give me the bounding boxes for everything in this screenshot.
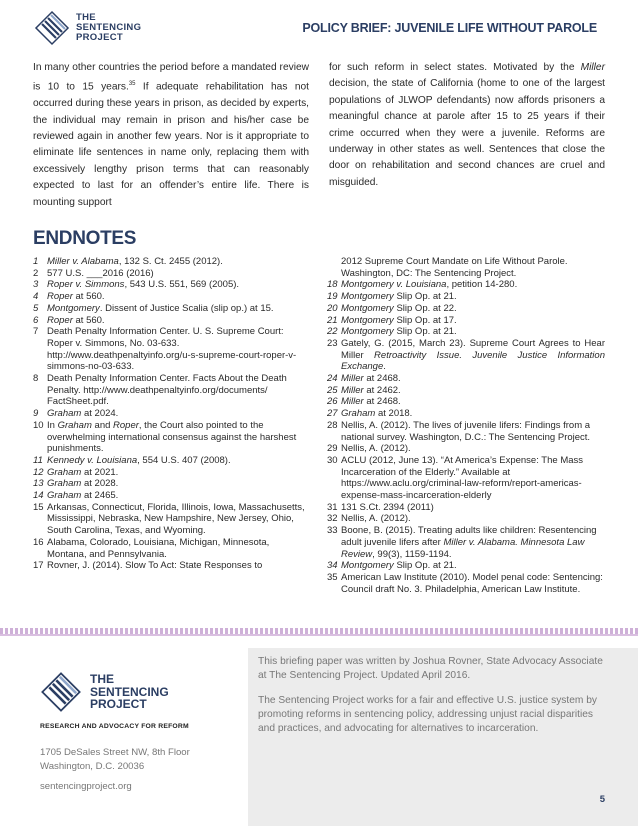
- intro-left-column: In many other countries the period before a mandated review is 10 to 15 years.$^{35}$ If adequate rehabilitation has not occurred during these years in prison, as decided by experts, the individual may remain in prison and his/her case be reviewed again in another few years. Nor is it appropriate to eliminate life sentences in name only, replacing them with excessively lengthy prison terms that can reasonably expected to last for an offender’s entire life. There is mounting support: [33, 62, 309, 208]
- endnote-text: Roper at 560.: [47, 291, 105, 303]
- footer-info-panel: [248, 648, 638, 826]
- endnote-text: Miller v. Alabama, 132 S. Ct. 2455 (2012).: [47, 256, 223, 267]
- endnote-item: [327, 443, 605, 455]
- endnote-number: 17: [33, 560, 44, 572]
- endnote-item: [33, 291, 311, 303]
- endnote-number: 26: [327, 396, 338, 408]
- endnote-text: 577 U.S. ___2016 (2016): [47, 267, 154, 279]
- footer-mission-statement: The Sentencing Project works for a fair and effective U.S. justice system by promoting reforms in sentencing policy, addressing unjust racial disparities and practices, and advocating for alternatives to incarceration.: [258, 695, 597, 735]
- endnotes-left-column: [33, 256, 311, 595]
- endnotes-right-column: [327, 256, 605, 595]
- endnote-text: Montgomery Slip Op. at 21.: [341, 326, 457, 338]
- endnote-text: ACLU (2012, June 13). “At America’s Expense: The Mass Incarceration of the Elderly.” Available at https://www.aclu.org/criminal-law-reform/report-americas-expense-mass-incarceration-elderly: [341, 454, 584, 502]
- endnotes-heading: ENDNOTES: [33, 228, 137, 249]
- endnote-item: [327, 326, 605, 338]
- endnote-number: 7: [33, 326, 39, 338]
- endnote-text: Nellis, A. (2012).: [341, 443, 411, 455]
- endnote-text: Nellis, A. (2012). The lives of juvenile lifers: Findings from a national survey. Washington, D.C.: The Sentencing Project.: [341, 419, 591, 443]
- endnote-item: [327, 502, 605, 514]
- endnote-item: [327, 572, 605, 595]
- endnote-number: 31: [327, 501, 338, 513]
- endnote-number: 16: [33, 536, 44, 548]
- endnote-number: 10: [33, 419, 44, 431]
- sentencing-project-logo[interactable]: [34, 10, 141, 46]
- endnote-item: [327, 560, 605, 572]
- endnote-text: Miller at 2468.: [341, 373, 401, 385]
- endnote-text: Miller at 2468.: [341, 396, 401, 408]
- endnote-text: Roper v. Simmons, 543 U.S. 551, 569 (2005).: [47, 279, 240, 291]
- endnote-text: Death Penalty Information Center. U. S. Supreme Court: Roper v. Simmons, No. 03-633. http://www.deathpenaltyinfo.org/u-s-supreme-court-roper-v-simmons-no-03-633.: [47, 326, 297, 373]
- footer-logo-line-sentencing: SENTENCING: [90, 684, 169, 699]
- endnote-number: 11: [33, 454, 43, 466]
- endnote-item: [327, 291, 605, 303]
- endnote-number: 18: [327, 279, 338, 291]
- endnote-number: 20: [327, 302, 338, 314]
- endnote-text: Montgomery Slip Op. at 22.: [341, 302, 457, 314]
- endnote-text: Graham at 2028.: [47, 478, 119, 490]
- endnote-number: 25: [327, 384, 338, 396]
- endnote-number: 23: [327, 337, 338, 349]
- endnote-number: 33: [327, 525, 338, 537]
- logo-mark-icon: [34, 10, 70, 46]
- endnotes-list: [33, 256, 605, 595]
- endnote-item: [33, 279, 311, 291]
- endnote-number: 3: [33, 279, 39, 291]
- endnote-number: 21: [327, 314, 338, 326]
- endnote-text: Montgomery Slip Op. at 21.: [341, 560, 457, 572]
- endnote-item: [33, 537, 311, 560]
- endnote-number: 32: [327, 513, 338, 525]
- logo-line-project: PROJECT: [76, 32, 123, 43]
- endnote-item: [327, 513, 605, 525]
- endnote-number: 2: [33, 267, 39, 279]
- brief-title: POLICY BRIEF: JUVENILE LIFE WITHOUT PAROLE: [302, 21, 597, 35]
- endnote-text: Boone, B. (2015). Treating adults like children: Resentencing adult juvenile lifers after Miller v. Alabama. Minnesota Law Review, 99(3), 1159-1194.: [341, 525, 597, 560]
- endnote-number: 6: [33, 314, 39, 326]
- endnote-number: 8: [33, 373, 39, 385]
- endnote-item: [33, 256, 311, 268]
- endnote-number: 27: [327, 408, 338, 420]
- intro-right-column: for such reform in select states. Motivated by the Miller decision, the state of California (home to one of the largest populations of JLWOP defendants) now affords prisoners a meaningful chance at parole after 15 to 25 years if their crime occurred when they were a juvenile. Reforms are underway in other states as well. Sentences that close the door on rehabilitation and second chances are cruel and misguided.: [329, 62, 605, 188]
- endnote-item: [33, 303, 311, 315]
- endnote-item: [33, 467, 311, 479]
- intro-section: [33, 60, 605, 211]
- endnote-text: Graham at 2018.: [341, 408, 413, 420]
- logo-line-the: THE: [76, 12, 96, 23]
- endnote-text: 131 S.Ct. 2394 (2011): [341, 501, 434, 513]
- endnote-item: [327, 408, 605, 420]
- endnote-item: [33, 315, 311, 327]
- endnote-text: Rovner, J. (2014). Slow To Act: State Responses to: [47, 560, 263, 572]
- endnote-item: [33, 560, 311, 572]
- endnote-number: 13: [33, 478, 44, 490]
- endnote-number: 35: [327, 571, 338, 583]
- endnote-number: 34: [327, 560, 338, 572]
- endnote-number: 5: [33, 302, 39, 314]
- endnote-text: Graham at 2024.: [47, 408, 119, 420]
- endnote-text: Alabama, Colorado, Louisiana, Michigan, Minnesota, Montana, and Pennsylvania.: [47, 536, 270, 560]
- endnote-text: Graham at 2465.: [47, 490, 119, 502]
- endnote-number: 24: [327, 373, 338, 385]
- endnote-item: [33, 326, 311, 373]
- footer-divider-line: [0, 634, 638, 636]
- endnote-number: 9: [33, 408, 39, 420]
- endnote-text: Gately, G. (2015, March 23). Supreme Court Agrees to Hear Miller Retroactivity Issue. Juvenile Justice Information Exchange.: [341, 337, 605, 373]
- endnote-item: [33, 490, 311, 502]
- endnote-item: [327, 315, 605, 327]
- endnote-item: [33, 478, 311, 490]
- footer-website-link[interactable]: sentencingproject.org: [40, 781, 132, 792]
- endnote-text: Miller at 2462.: [341, 384, 401, 396]
- endnote-item: [327, 373, 605, 385]
- endnote-number: 14: [33, 490, 44, 502]
- footer-logo-line-the: THE: [90, 672, 114, 687]
- endnote-number: 12: [33, 466, 44, 478]
- endnote-item: [33, 455, 311, 467]
- endnote-text: Nellis, A. (2012).: [341, 513, 411, 525]
- endnote-number: 19: [327, 291, 338, 303]
- endnote-text: Montgomery Slip Op. at 21.: [341, 291, 457, 303]
- endnote-item: [33, 502, 311, 537]
- footer-author-note: This briefing paper was written by Joshua Rovner, State Advocacy Associate at The Sentencing Project. Updated April 2016.: [258, 656, 603, 682]
- endnote-item: [327, 338, 605, 373]
- endnote-number: 30: [327, 454, 338, 466]
- endnote-item: [327, 420, 605, 443]
- endnote-item: [33, 420, 311, 455]
- endnote-number: 4: [33, 291, 39, 303]
- endnote-text: Death Penalty Information Center. Facts About the Death Penalty. http://www.deathpenaltyinfo.org/documents/ FactSheet.pdf.: [47, 373, 287, 408]
- endnote-text: Arkansas, Connecticut, Florida, Illinois, Iowa, Massachusetts, Mississippi, Nebraska, New Hampshire, New Jersey, Ohio, South Carolina, Texas, and Wyoming.: [47, 501, 305, 537]
- endnote-text: Montgomery Slip Op. at 17.: [341, 314, 457, 326]
- endnote-number: 29: [327, 443, 338, 455]
- logo-mark-icon: [40, 671, 82, 713]
- footer-logo-line-project: PROJECT: [90, 697, 147, 712]
- endnote-item: [327, 525, 605, 560]
- endnote-text: In Graham and Roper, the Court also pointed to the overwhelming international consensus against the harshest punishments.: [47, 419, 297, 455]
- endnote-item: [327, 385, 605, 397]
- endnote-item: [33, 408, 311, 420]
- page-number: 5: [599, 794, 605, 805]
- endnote-text: Roper at 560.: [47, 314, 105, 326]
- endnote-text: Kennedy v. Louisiana, 554 U.S. 407 (2008).: [47, 454, 231, 466]
- endnote-text: Graham at 2021.: [47, 466, 119, 478]
- endnote-text: Montgomery. Dissent of Justice Scalia (slip op.) at 15.: [47, 302, 274, 314]
- logo-line-sentencing: SENTENCING: [76, 22, 142, 33]
- endnote-number: 15: [33, 501, 44, 513]
- endnote-item: [33, 268, 311, 280]
- endnote-number: 22: [327, 326, 338, 338]
- endnote-item: [327, 455, 605, 502]
- endnote-text: Montgomery v. Louisiana, petition 14-280.: [341, 279, 518, 291]
- endnote-item: [327, 256, 605, 279]
- endnote-item: [327, 303, 605, 315]
- endnote-item: [33, 373, 311, 408]
- endnote-item: [327, 396, 605, 408]
- endnote-number: 28: [327, 419, 338, 431]
- footer-logo[interactable]: [40, 671, 169, 713]
- page-header: [0, 0, 638, 56]
- endnote-text: American Law Institute (2010). Model penal code: Sentencing: Council draft No. 3. Philadelphia, American Law Institute.: [341, 571, 603, 595]
- endnote-text: 2012 Supreme Court Mandate on Life Without Parole. Washington, DC: The Sentencing Project.: [341, 256, 568, 279]
- footer-address: 1705 DeSales Street NW, 8th Floor Washington, D.C. 20036: [40, 747, 190, 772]
- endnote-number: 1: [33, 256, 39, 267]
- footnote-ref: 35: [128, 81, 136, 88]
- footer-tagline: RESEARCH AND ADVOCACY FOR REFORM: [40, 723, 189, 730]
- endnote-item: [327, 279, 605, 291]
